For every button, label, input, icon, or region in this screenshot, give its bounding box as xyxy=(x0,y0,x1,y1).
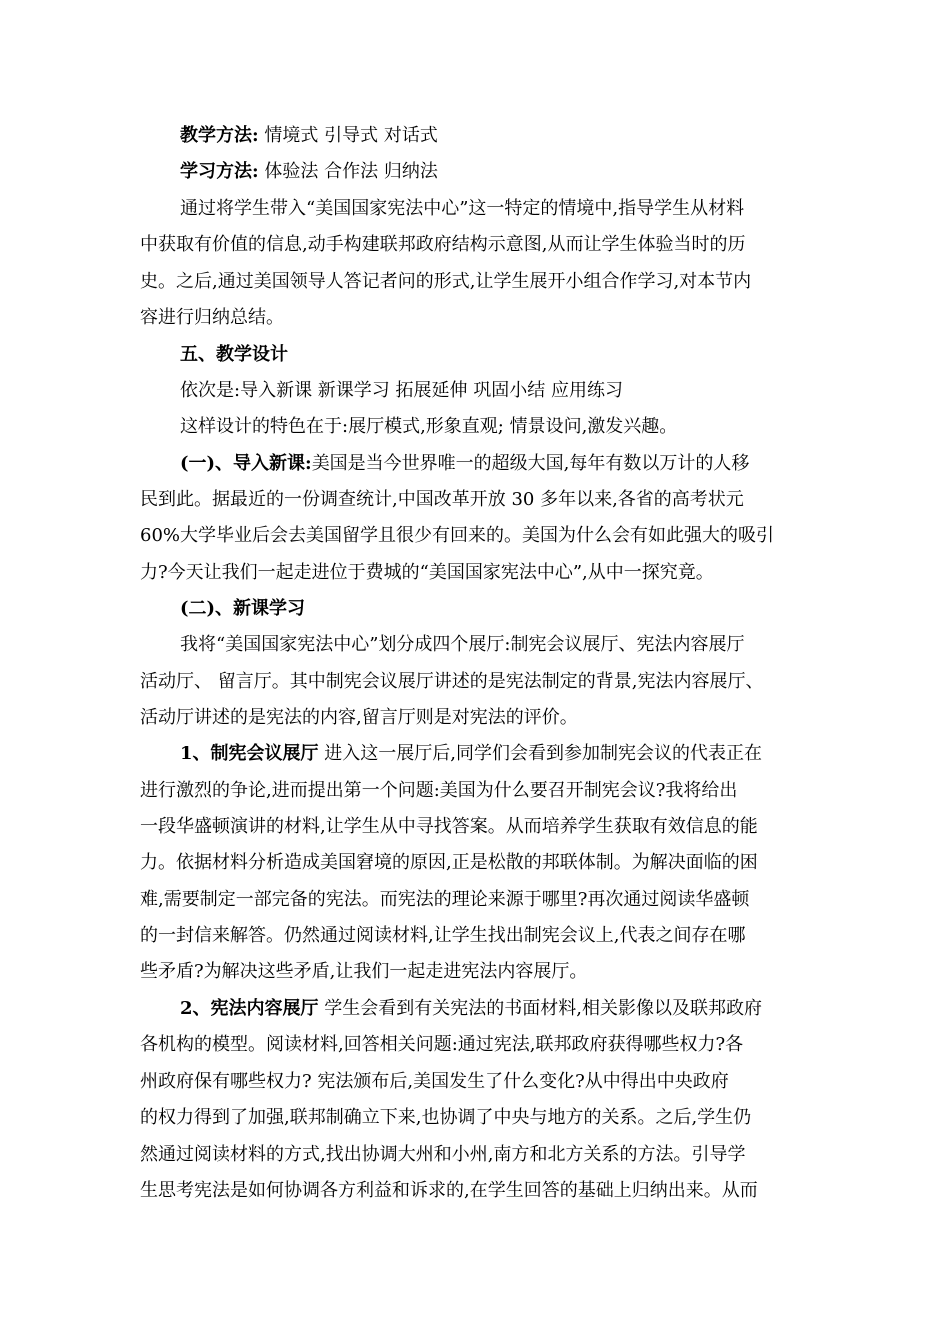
hall2-line: 生思考宪法是如何协调各方利益和诉求的,在学生回答的基础上归纳出来。从而 xyxy=(140,1180,758,1201)
hall2-text: 学生会看到有关宪法的书面材料,相关影像以及联邦政府 xyxy=(318,998,762,1019)
design-feature-line: 这样设计的特色在于:展厅模式,形象直观; 情景设问,激发兴趣。 xyxy=(180,416,678,437)
hall2-line: 州政府保有哪些权力? 宪法颁布后,美国发生了什么变化?从中得出中央政府 xyxy=(140,1071,729,1092)
design-order-line: 依次是:导入新课 新课学习 拓展延伸 巩固小结 应用练习 xyxy=(180,380,623,401)
section-heading: 五、教学设计 xyxy=(180,344,288,365)
hall1-text: 进入这一展厅后,同学们会看到参加制宪会议的代表正在 xyxy=(318,743,762,764)
hall1-line: 的一封信来解答。仍然通过阅读材料,让学生找出制宪会议上,代表之间存在哪 xyxy=(140,925,746,946)
intro-para-line: 容进行归纳总结。 xyxy=(140,307,284,328)
part2-line: 活动厅、 留言厅。其中制宪会议展厅讲述的是宪法制定的背景,宪法内容展厅、 xyxy=(140,671,764,692)
part2-line: 我将“美国国家宪法中心”划分成四个展厅:制宪会议展厅、宪法内容展厅 xyxy=(180,634,745,655)
part1-text: 美国是当今世界唯一的超级大国,每年有数以万计的人移 xyxy=(311,453,750,474)
teaching-methods-line xyxy=(180,124,438,148)
learning-methods-line xyxy=(180,160,438,184)
hall1-line: 些矛盾?为解决这些矛盾,让我们一起走进宪法内容展厅。 xyxy=(140,961,588,982)
hall1-line: 难,需要制定一部完备的宪法。而宪法的理论来源于哪里?再次通过阅读华盛顿 xyxy=(140,889,750,910)
part1-line: 民到此。据最近的一份调查统计,中国改革开放 30 多年以来,各省的高考状元 xyxy=(140,489,744,510)
intro-para-line: 中获取有价值的信息,动手构建联邦政府结构示意图,从而让学生体验当时的历 xyxy=(140,234,746,255)
part1-first-line xyxy=(180,452,749,476)
hall1-heading: 1、制宪会议展厅 xyxy=(180,743,319,764)
hall1-line: 一段华盛顿演讲的材料,让学生从中寻找答案。从而培养学生获取有效信息的能 xyxy=(140,816,758,837)
part1-line: 60%大学毕业后会去美国留学且很少有回来的。美国为什么会有如此强大的吸引 xyxy=(140,525,775,546)
part2-line: 活动厅讲述的是宪法的内容,留言厅则是对宪法的评价。 xyxy=(140,707,578,728)
part1-heading: (一)、导入新课: xyxy=(180,453,312,474)
hall2-first-line xyxy=(180,997,762,1021)
teaching-methods-label: 教学方法: xyxy=(180,125,259,146)
hall2-line: 各机构的模型。阅读材料,回答相关问题:通过宪法,联邦政府获得哪些权力?各 xyxy=(140,1034,744,1055)
part2-heading: (二)、新课学习 xyxy=(180,598,306,619)
learning-methods-label: 学习方法: xyxy=(180,161,259,182)
hall1-line: 进行激烈的争论,进而提出第一个问题:美国为什么要召开制宪会议?我将给出 xyxy=(140,780,738,801)
learning-methods-value: 体验法 合作法 归纳法 xyxy=(264,161,438,182)
intro-para-line: 史。之后,通过美国领导人答记者问的形式,让学生展开小组合作学习,对本节内 xyxy=(140,271,752,292)
teaching-methods-value: 情境式 引导式 对话式 xyxy=(264,125,438,146)
part1-line: 力?今天让我们一起走进位于费城的“美国国家宪法中心”,从中一探究竟。 xyxy=(140,562,714,583)
hall1-line: 力。依据材料分析造成美国窘境的原因,正是松散的邦联体制。为解决面临的困 xyxy=(140,852,758,873)
hall2-line: 然通过阅读材料的方式,找出协调大州和小州,南方和北方关系的方法。引导学 xyxy=(140,1144,746,1165)
intro-para-line: 通过将学生带入“美国国家宪法中心”这一特定的情境中,指导学生从材料 xyxy=(180,198,745,219)
hall2-heading: 2、宪法内容展厅 xyxy=(180,998,319,1019)
hall2-line: 的权力得到了加强,联邦制确立下来,也协调了中央与地方的关系。之后,学生仍 xyxy=(140,1107,752,1128)
hall1-first-line xyxy=(180,742,762,766)
